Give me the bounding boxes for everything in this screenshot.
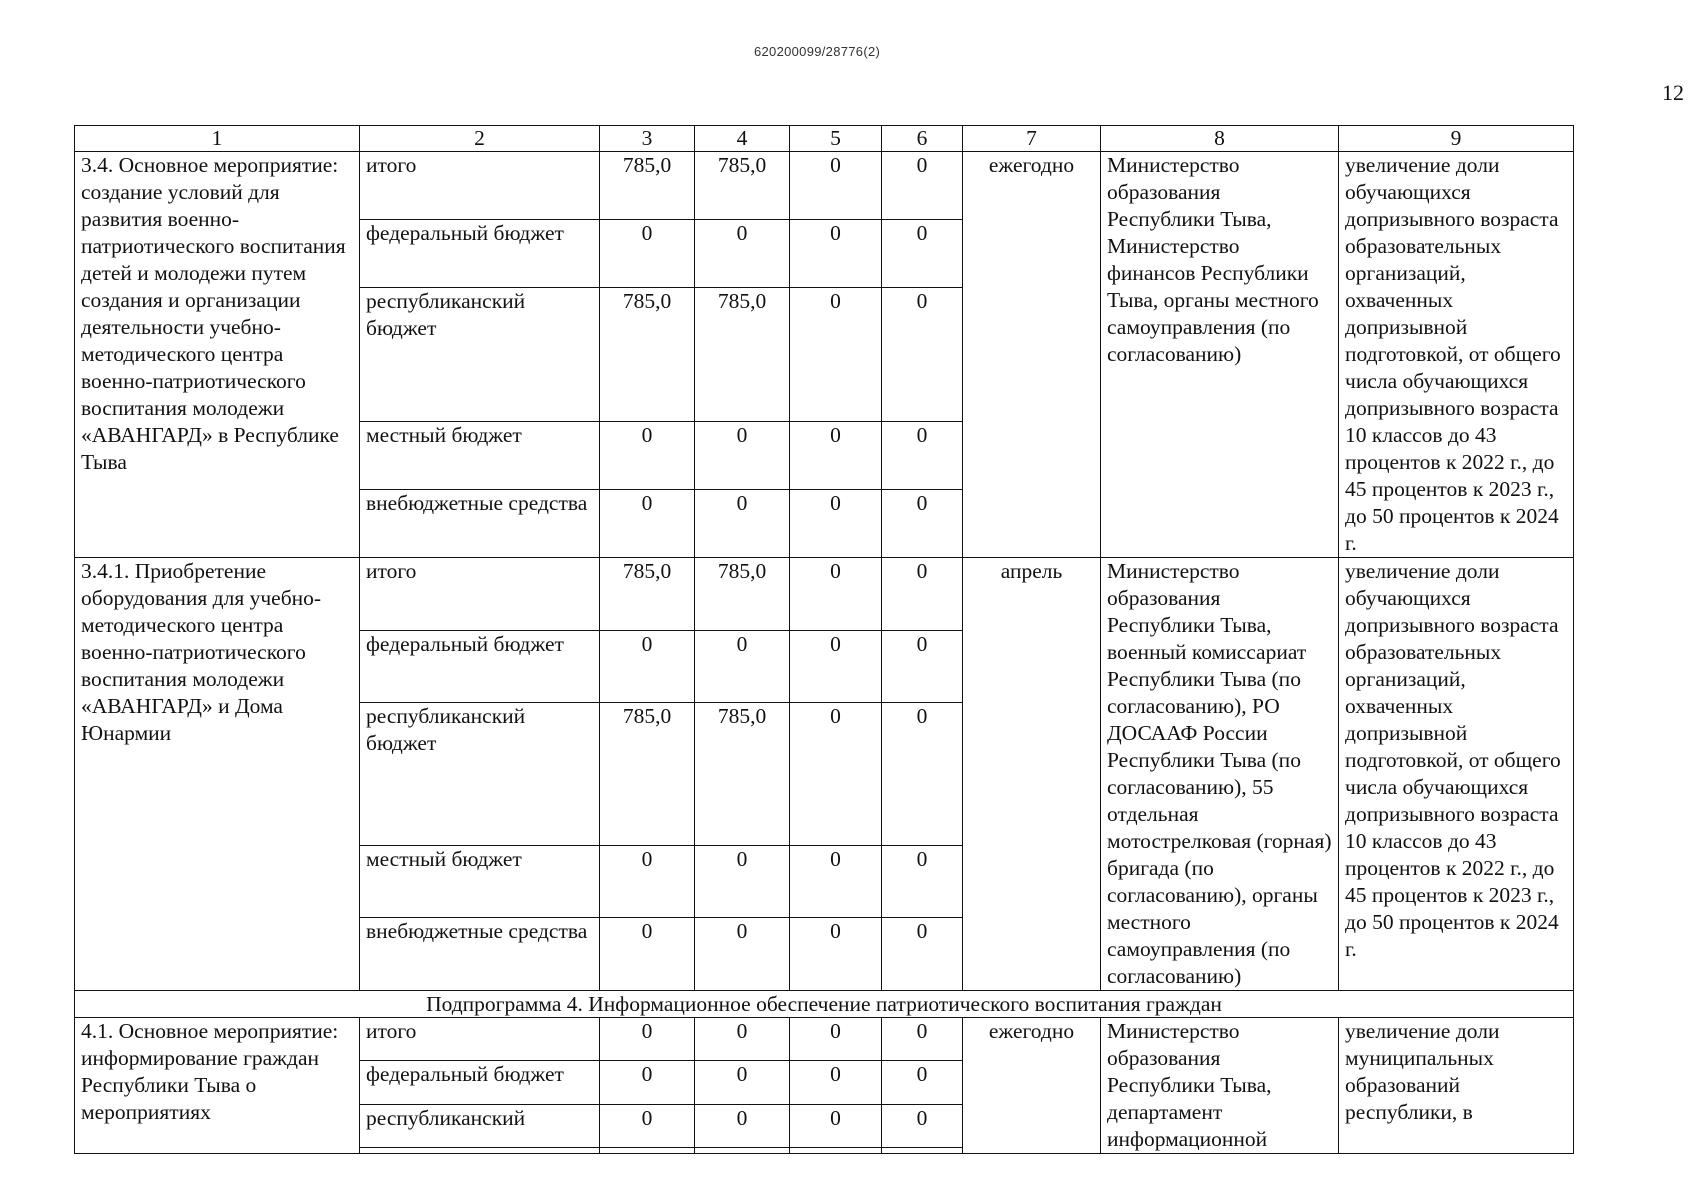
- value-col5: 0: [790, 630, 882, 703]
- value-col6: 0: [882, 220, 963, 288]
- value-col5: 0: [790, 845, 882, 918]
- executors: Министерство образования Республики Тыва, департамент информационной: [1101, 1018, 1339, 1154]
- table-row: [75, 1018, 1574, 1061]
- value-col4: 0: [695, 1104, 790, 1147]
- funding-source: федеральный бюджет: [360, 1061, 600, 1104]
- funding-source: местный бюджет: [360, 421, 600, 489]
- executors: Министерство образования Республики Тыва, Министерство финансов Республики Тыва, органы местного самоуправления (по согласованию): [1101, 152, 1339, 558]
- table-row: [75, 558, 1574, 631]
- table-cell: [360, 1147, 600, 1153]
- column-number-row: [75, 126, 1574, 152]
- value-col4: 0: [695, 220, 790, 288]
- value-col5: 0: [790, 1104, 882, 1147]
- term: апрель: [963, 558, 1101, 991]
- value-col3: 0: [600, 1061, 695, 1104]
- value-col3: 785,0: [600, 558, 695, 631]
- value-col3: 0: [600, 845, 695, 918]
- table-cell: [600, 1147, 695, 1153]
- value-col4: 785,0: [695, 152, 790, 220]
- value-col4: 0: [695, 630, 790, 703]
- value-col3: 0: [600, 421, 695, 489]
- value-col5: 0: [790, 558, 882, 631]
- document-id: 620200099/28776(2): [754, 44, 881, 59]
- column-number: 6: [882, 126, 963, 152]
- activity-name: 4.1. Основное мероприятие: информирование граждан Республики Тыва о мероприятиях: [75, 1018, 360, 1154]
- funding-source: внебюджетные средства: [360, 489, 600, 557]
- value-col6: 0: [882, 421, 963, 489]
- column-number: 8: [1101, 126, 1339, 152]
- expected-result: увеличение доли обучающихся допризывного возраста образовательных организаций, охваченных допризывной подготовкой, от общего числа обучающихся допризывного возраста 10 классов до 43 процентов к 2022 г., до 45 процентов к 2023 г., до 50 процентов к 2024 г.: [1339, 152, 1574, 558]
- value-col5: 0: [790, 703, 882, 846]
- funding-source: федеральный бюджет: [360, 630, 600, 703]
- column-number: 2: [360, 126, 600, 152]
- funding-source: итого: [360, 558, 600, 631]
- value-col4: 0: [695, 421, 790, 489]
- value-col4: 0: [695, 489, 790, 557]
- table-row: [75, 152, 1574, 220]
- value-col4: 0: [695, 845, 790, 918]
- value-col5: 0: [790, 1018, 882, 1061]
- value-col3: 0: [600, 1018, 695, 1061]
- value-col6: 0: [882, 489, 963, 557]
- activity-name: 3.4. Основное мероприятие: создание условий для развития военно-патриотического воспитания детей и молодежи путем создания и организации деятельности учебно-методического центра военно-патриотического воспитания молодежи «АВАНГАРД» в Республике Тыва: [75, 152, 360, 558]
- value-col6: 0: [882, 288, 963, 422]
- value-col5: 0: [790, 220, 882, 288]
- value-col6: 0: [882, 918, 963, 991]
- value-col3: 785,0: [600, 152, 695, 220]
- value-col6: 0: [882, 703, 963, 846]
- value-col3: 0: [600, 1104, 695, 1147]
- value-col5: 0: [790, 918, 882, 991]
- funding-source: республиканский бюджет: [360, 703, 600, 846]
- expected-result: увеличение доли муниципальных образований республики, в: [1339, 1018, 1574, 1154]
- page-number: 12: [1662, 80, 1684, 105]
- funding-source: республиканский бюджет: [360, 288, 600, 422]
- value-col3: 0: [600, 220, 695, 288]
- funding-source: внебюджетные средства: [360, 918, 600, 991]
- value-col5: 0: [790, 152, 882, 220]
- value-col4: 785,0: [695, 703, 790, 846]
- value-col6: 0: [882, 1104, 963, 1147]
- funding-source: итого: [360, 152, 600, 220]
- value-col5: 0: [790, 421, 882, 489]
- column-number: 1: [75, 126, 360, 152]
- expected-result: увеличение доли обучающихся допризывного возраста образовательных организаций, охваченных допризывной подготовкой, от общего числа обучающихся допризывного возраста 10 классов до 43 процентов к 2022 г., до 45 процентов к 2023 г., до 50 процентов к 2024 г.: [1339, 558, 1574, 991]
- value-col3: 0: [600, 630, 695, 703]
- value-col3: 785,0: [600, 703, 695, 846]
- column-number: 9: [1339, 126, 1574, 152]
- table-cell: [882, 1147, 963, 1153]
- term: ежегодно: [963, 1018, 1101, 1154]
- funding-source: местный бюджет: [360, 845, 600, 918]
- value-col3: 0: [600, 918, 695, 991]
- term: ежегодно: [963, 152, 1101, 558]
- value-col4: 0: [695, 1018, 790, 1061]
- funding-source: итого: [360, 1018, 600, 1061]
- value-col5: 0: [790, 1061, 882, 1104]
- value-col4: 785,0: [695, 288, 790, 422]
- column-number: 4: [695, 126, 790, 152]
- value-col4: 785,0: [695, 558, 790, 631]
- column-number: 3: [600, 126, 695, 152]
- program-table: [74, 125, 1574, 1154]
- funding-source: федеральный бюджет: [360, 220, 600, 288]
- value-col3: 785,0: [600, 288, 695, 422]
- value-col4: 0: [695, 1061, 790, 1104]
- subprogram-row: [75, 991, 1574, 1018]
- value-col6: 0: [882, 1061, 963, 1104]
- value-col6: 0: [882, 558, 963, 631]
- column-number: 5: [790, 126, 882, 152]
- value-col3: 0: [600, 489, 695, 557]
- value-col6: 0: [882, 1018, 963, 1061]
- value-col5: 0: [790, 489, 882, 557]
- funding-source: республиканский: [360, 1104, 600, 1147]
- subprogram-title: Подпрограмма 4. Информационное обеспечение патриотического воспитания граждан: [75, 991, 1574, 1018]
- value-col6: 0: [882, 630, 963, 703]
- value-col4: 0: [695, 918, 790, 991]
- table-cell: [790, 1147, 882, 1153]
- activity-name: 3.4.1. Приобретение оборудования для учебно-методического центра военно-патриотического воспитания молодежи «АВАНГАРД» и Дома Юнармии: [75, 558, 360, 991]
- value-col6: 0: [882, 152, 963, 220]
- executors: Министерство образования Республики Тыва, военный комиссариат Республики Тыва (по согласованию), РО ДОСААФ России Республики Тыва (по согласованию), 55 отдельная мотострелковая (горная) бригада (по согласованию), органы местного самоуправления (по согласованию): [1101, 558, 1339, 991]
- table-cell: [695, 1147, 790, 1153]
- column-number: 7: [963, 126, 1101, 152]
- value-col6: 0: [882, 845, 963, 918]
- value-col5: 0: [790, 288, 882, 422]
